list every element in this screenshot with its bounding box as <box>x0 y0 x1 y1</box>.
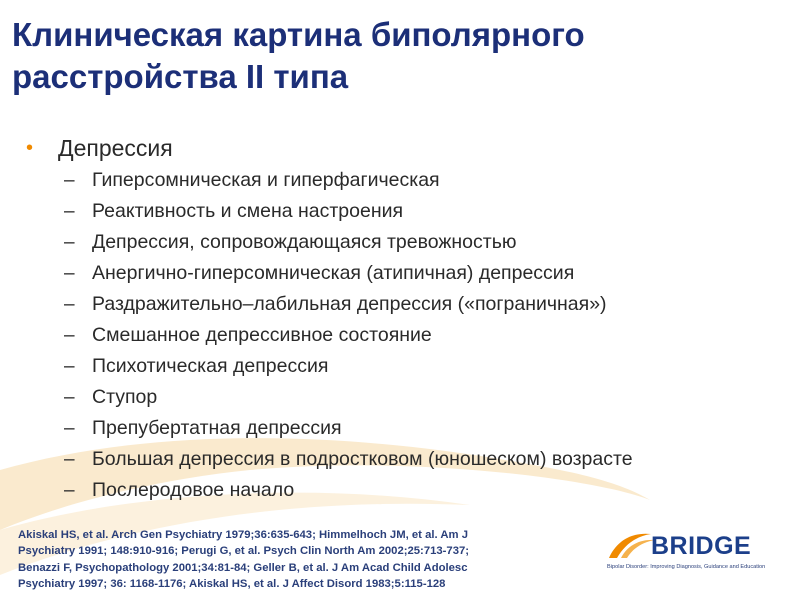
bridge-logo <box>605 526 795 578</box>
dash-icon: – <box>64 417 75 439</box>
sub-bullet <box>26 320 796 351</box>
sub-bullet-label: Гиперсомническая и гиперфагическая <box>92 169 440 191</box>
dash-icon: – <box>64 479 75 501</box>
sub-bullet <box>26 351 796 382</box>
main-bullet-label: Депрессия <box>58 134 173 161</box>
sub-bullet <box>26 227 796 258</box>
sub-bullet-label: Раздражительно–лабильная депрессия («пограничная») <box>92 293 607 315</box>
bullet-list <box>26 131 796 506</box>
sub-bullet <box>26 258 796 289</box>
logo-tagline: Bipolar Disorder: Improving Diagnosis, Guidance and Education <box>607 564 766 570</box>
dash-icon: – <box>64 324 75 346</box>
sub-bullet-label: Реактивность и смена настроения <box>92 200 404 222</box>
sub-bullet-label: Большая депрессия в подростковом (юношеском) возрасте <box>92 448 633 470</box>
sub-bullet-label: Депрессия, сопровождающаяся тревожностью <box>92 231 517 253</box>
sub-bullet <box>26 413 796 444</box>
dash-icon: – <box>64 200 75 222</box>
dash-icon: – <box>64 448 75 470</box>
sub-bullet <box>26 444 796 475</box>
slide-title: Клиническая картина биполярного расстройства II типа <box>12 16 585 95</box>
sub-bullet <box>26 196 796 227</box>
sub-bullet-label: Смешанное депрессивное состояние <box>92 324 432 346</box>
sub-bullet-label: Анергично-гиперсомническая (атипичная) депрессия <box>92 262 575 284</box>
sub-bullet-label: Препубертатная депрессия <box>92 417 342 439</box>
dash-icon: – <box>64 262 75 284</box>
logo-wordmark: BRIDGE <box>651 532 752 560</box>
bullet-dot-icon: • <box>26 137 34 159</box>
sub-bullet-list <box>26 165 796 506</box>
dash-icon: – <box>64 231 75 253</box>
sub-bullet <box>26 289 796 320</box>
sub-bullet <box>26 475 796 506</box>
sub-bullet-label: Ступор <box>92 386 158 408</box>
dash-icon: – <box>64 386 75 408</box>
dash-icon: – <box>64 169 75 191</box>
dash-icon: – <box>64 355 75 377</box>
references-text: Akiskal HS, et al. Arch Gen Psychiatry 1979;36:635-643; Himmelhoch JM, et al. Am J Psychiatry 1991; 148:910-916; Perugi G, et al. Psych Clin North Am 2002;25:713-737; Benazzi F, Psychopathology 2001;34:81-84; Geller B, et al. J Am Acad Child Adolesc Psychiatry 1997; 36: 1168-1176; Akiskal HS, et al. J Affect Disord 1983;5:115-128 <box>18 529 470 591</box>
sub-bullet-label: Послеродовое начало <box>92 479 295 501</box>
dash-icon: – <box>64 293 75 315</box>
sub-bullet <box>26 382 796 413</box>
sub-bullet <box>26 165 796 196</box>
sub-bullet-label: Психотическая депрессия <box>92 355 329 377</box>
main-bullet <box>26 131 796 165</box>
